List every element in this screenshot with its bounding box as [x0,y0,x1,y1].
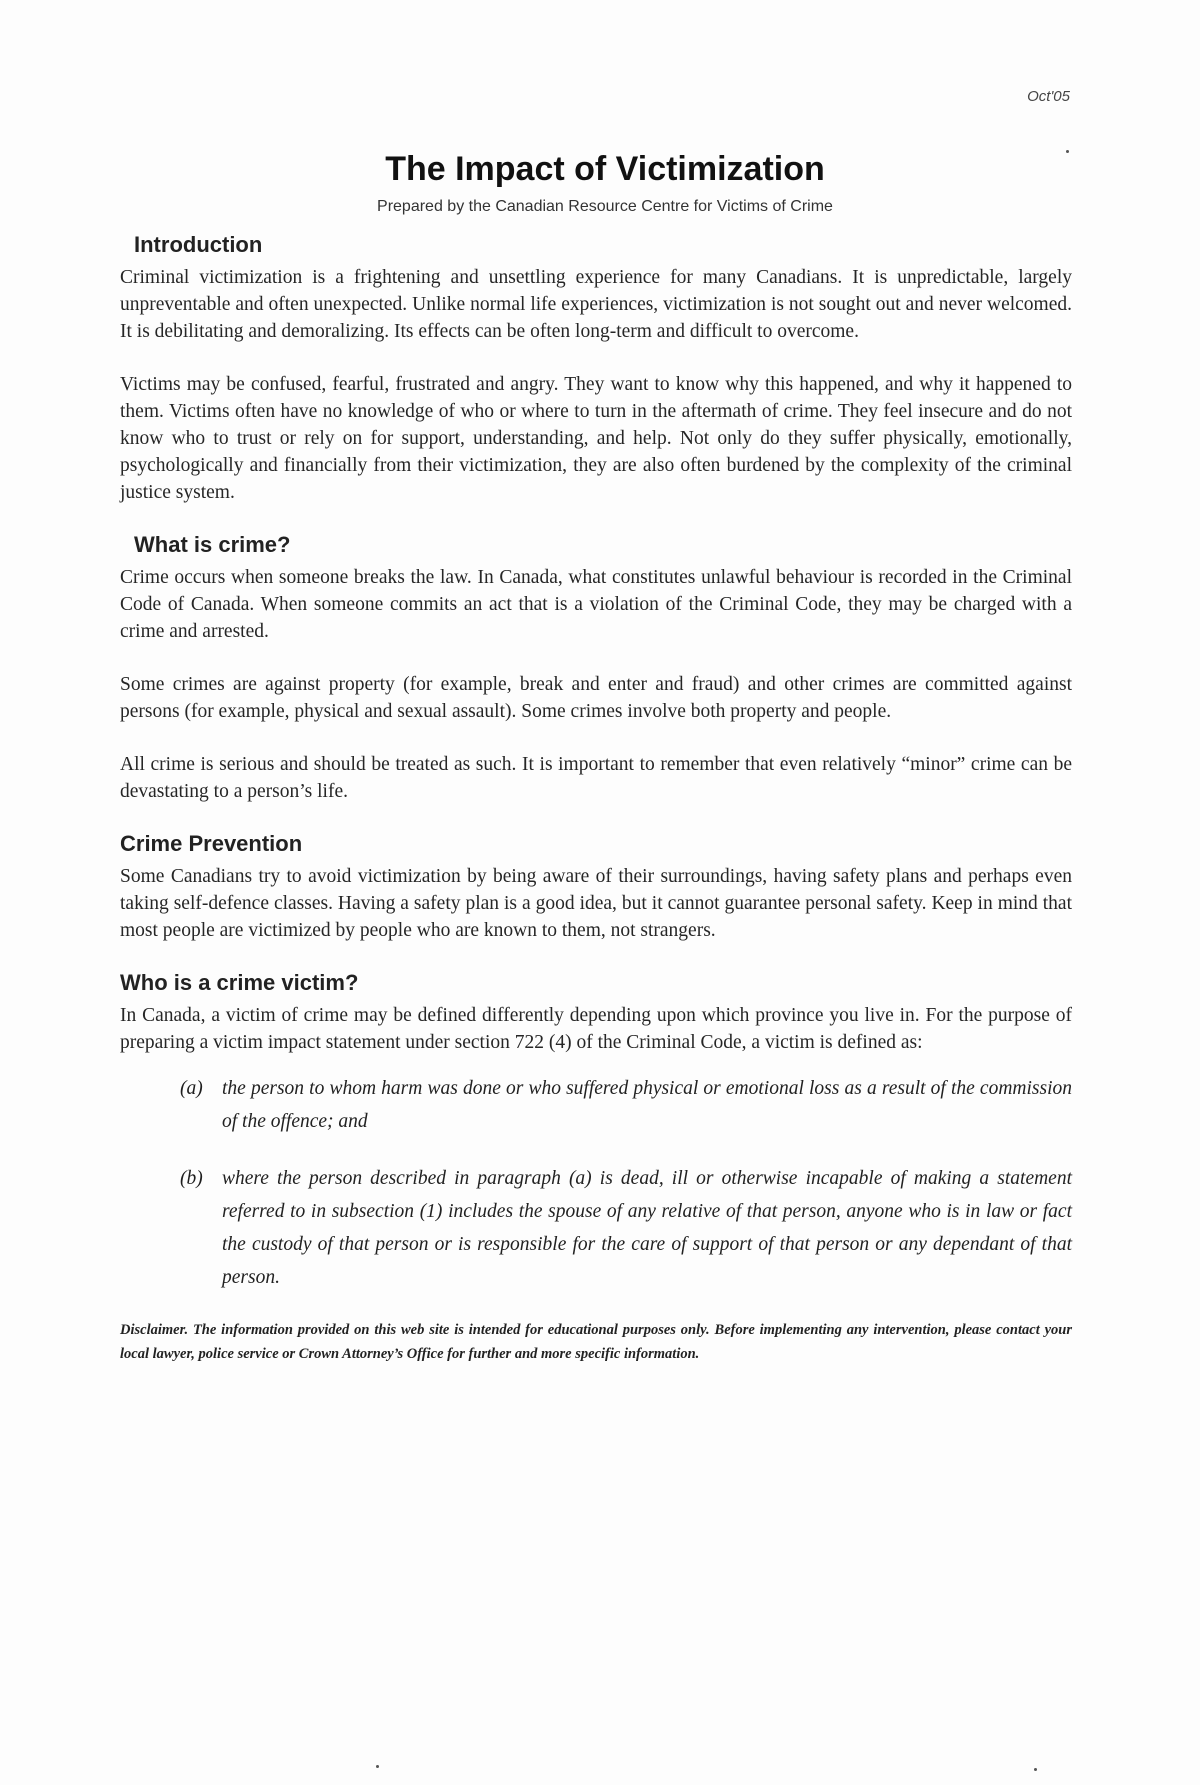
scan-speck [1066,150,1069,153]
section-heading: Who is a crime victim? [120,970,359,995]
paragraph: In Canada, a victim of crime may be defined differently depending upon which province you live in. For the purpose of preparing a victim impact statement under section 722 (4) of the Criminal Code, a victim is defined as: [120,1005,1072,1053]
section-introduction [120,232,1072,506]
section-heading: Introduction [134,232,263,257]
page-subtitle: Prepared by the Canadian Resource Centre for Victims of Crime [377,198,833,215]
section-crime-prevention [120,831,1072,944]
scan-speck [1034,1768,1037,1771]
list-item [180,1162,1072,1294]
section-heading: Crime Prevention [120,831,303,856]
scan-speck [376,1765,379,1768]
section-heading: What is crime? [134,532,291,557]
paragraph: Some crimes are against property (for example, break and enter and fraud) and other crimes are committed against persons (for example, physical and sexual assault). Some crimes involve both property and people. [120,674,1072,722]
document-body [120,232,1072,1366]
page-title: The Impact of Victimization [385,150,825,188]
list-item-text: the person to whom harm was done or who suffered physical or emotional loss as a result of the commission of the offence; and [222,1078,1072,1132]
definition-list [180,1072,1072,1294]
section-what-is-crime [120,532,1072,805]
list-item-text: where the person described in paragraph (a) is dead, ill or otherwise incapable of making a statement referred to in subsection (1) includes the spouse of any relative of that person, anyone who is in law or fact the custody of that person or is responsible for the care of support of that person or any dependant of that person. [222,1168,1072,1288]
paragraph: Victims may be confused, fearful, frustrated and angry. They want to know why this happened, and why it happened to them. Victims often have no knowledge of who or where to turn in the aftermath of crime. They feel insecure and do not know who to trust or rely on for support, understanding, and help. Not only do they suffer physically, emotionally, psychologically and financially from their victimization, they are also often burdened by the complexity of the criminal justice system. [120,374,1072,503]
list-item [180,1072,1072,1138]
document-date: Oct'05 [1027,88,1070,105]
paragraph: Crime occurs when someone breaks the law. In Canada, what constitutes unlawful behaviour is recorded in the Criminal Code of Canada. When someone commits an act that is a violation of the Criminal Code, they may be charged with a crime and arrested. [120,567,1072,642]
paragraph: Some Canadians try to avoid victimization by being aware of their surroundings, having safety plans and perhaps even taking self-defence classes. Having a safety plan is a good idea, but it cannot guarantee personal safety. Keep in mind that most people are victimized by people who are known to them, not strangers. [120,866,1072,941]
list-item-label: (a) [180,1078,203,1099]
paragraph: Criminal victimization is a frightening and unsettling experience for many Canadians. It is unpredictable, largely unpreventable and often unexpected. Unlike normal life experiences, victimization is not sought out and never welcomed. It is debilitating and demoralizing. Its effects can be often long-term and difficult to overcome. [120,267,1072,342]
list-item-label: (b) [180,1168,203,1189]
section-who-is-victim [120,970,1072,1294]
disclaimer: Disclaimer. The information provided on this web site is intended for educational purposes only. Before implementing any intervention, please contact your local lawyer, police service or Crown Attorney’s Office for further and more specific information. [120,1322,1072,1362]
paragraph: All crime is serious and should be treated as such. It is important to remember that even relatively “minor” crime can be devastating to a person’s life. [120,754,1072,802]
